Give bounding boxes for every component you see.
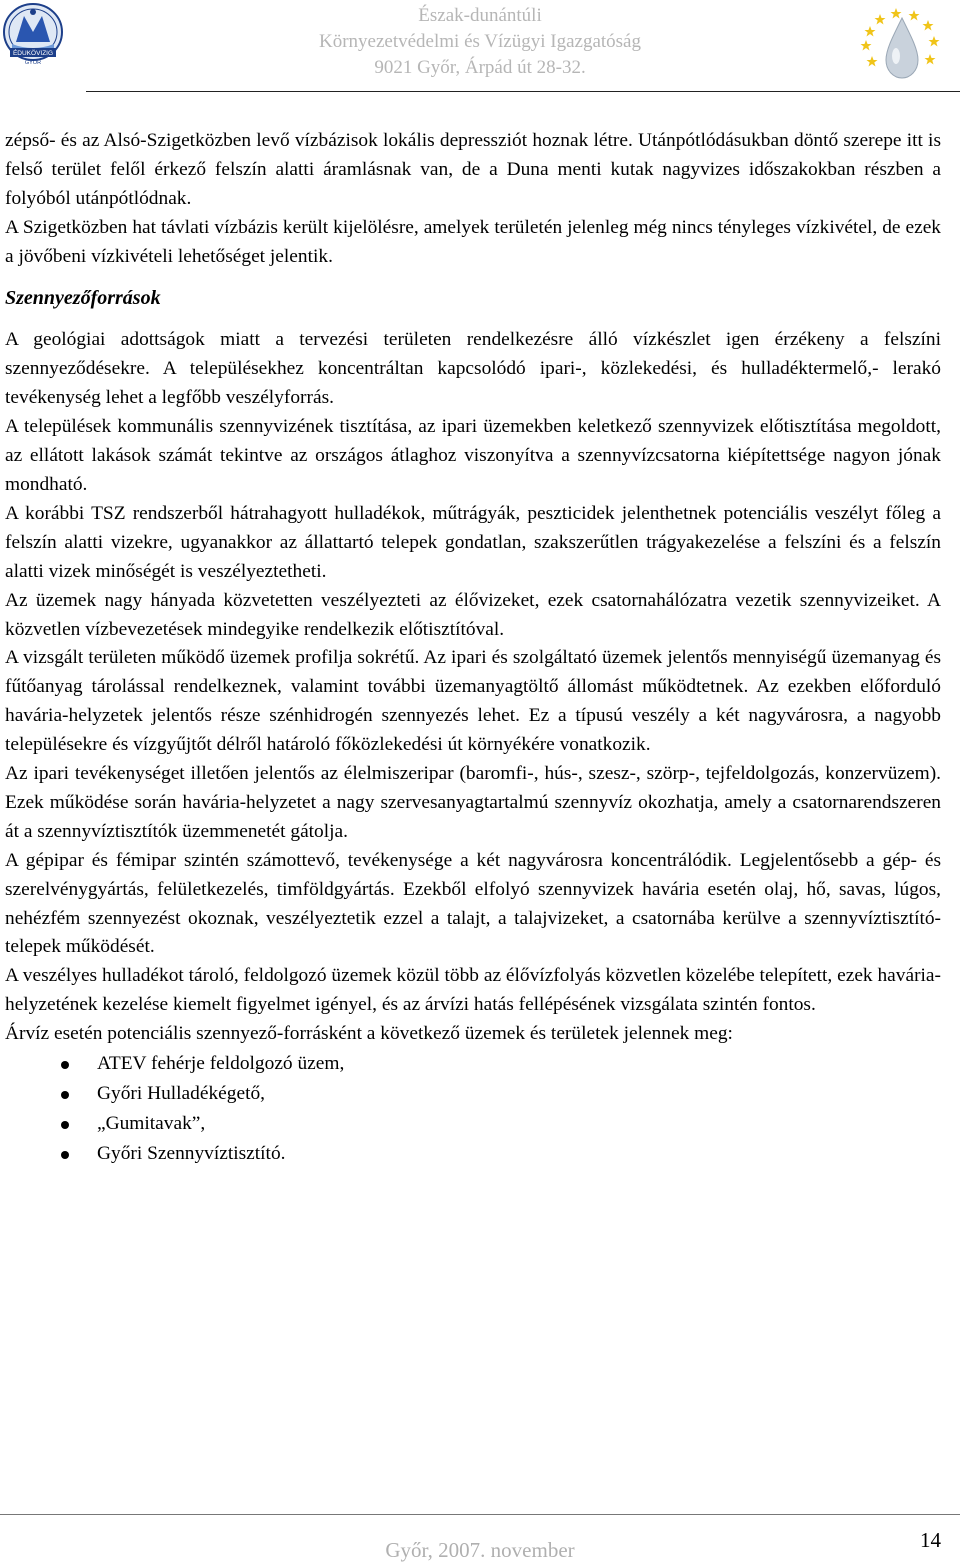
org-address: 9021 Győr, Árpád út 28-32.	[374, 57, 586, 78]
footer-place-date: Győr, 2007. november	[385, 1538, 575, 1562]
paragraph: A veszélyes hulladékot tároló, feldolgozó üzemek közül több az élővízfolyás közvetlen közelébe telepített, ezek havária-helyzetének kezelése kiemelt figyelmet igényel, és az árvízi hatás fellépésének vizsgálata szintén fontos.	[5, 965, 941, 1016]
list-item: ATEV fehérje feldolgozó üzem,	[5, 1049, 941, 1079]
list-item: Győri Szennyvíztisztító.	[5, 1139, 941, 1169]
logo-text-bottom: GYŐR	[24, 60, 42, 66]
page-header	[0, 0, 960, 92]
org-name-line1: Észak-dunántúli	[418, 5, 542, 26]
eu-water-drop-logo	[852, 4, 952, 84]
paragraph: Árvíz esetén potenciális szennyező-forrásként a következő üzemek és területek jelennek meg:	[5, 1023, 733, 1045]
header-divider	[86, 91, 960, 92]
pollution-source-list	[5, 1049, 941, 1169]
list-item: Győri Hulladékégető,	[5, 1079, 941, 1109]
paragraph: zépső- és az Alsó-Szigetközben levő vízbázisok lokális depressziót hoznak létre. Utánpótlódásukban döntő szerepe itt is felső terület felől érkező felszín alatti áramlásnak van, de a Duna menti kutak nagyvizes időszakokban részben a folyóból utánpótlódnak.	[5, 130, 941, 209]
list-item: „Gumitavak”,	[5, 1109, 941, 1139]
logo-text-top: ÉDUKÖVIZIG	[12, 50, 54, 57]
paragraph: A vizsgált területen működő üzemek profilja sokrétű. Az ipari és szolgáltató üzemek jelentős mennyiségű üzemanyag és fűtőanyag tárolással rendelkeznek, valamint további üzemanyagtöltő állomást működtetnek. Az ezekben előforduló havária-helyzetek jelentős része szénhidrogén szennyezés lehet. Ez a típusú veszély a két nagyvárosra, a nagyobb településekre és vízgyűjtőt délről határoló főközlekedési út környékére vonatkozik.	[5, 647, 941, 756]
paragraph: Az ipari tevékenységet illetően jelentős az élelmiszeripar (baromfi-, hús-, szesz-, szörp-, tejfeldolgozás, konzervüzem). Ezek működése során havária-helyzetet a nagy szervesanyagtartalmú szennyvíz okozhatja, amely a csatornarendszeren át a szennyvíztisztítók üzemmenetét gátolja.	[5, 763, 941, 842]
paragraph: A geológiai adottságok miatt a tervezési területen rendelkezésre álló vízkészlet igen érzékeny a felszíni szennyeződésekre. A településekhez koncentráltan kapcsolódó ipari-, közlekedési, és hulladéktermelő,- lerakó tevékenység lehet a legfőbb veszélyforrás.	[5, 329, 941, 409]
document-body	[5, 127, 941, 1169]
paragraph: Az üzemek nagy hányada közvetetten veszélyezteti az élővizeket, ezek csatornahálózatra vezetik szennyvizeiket. A közvetlen vízbevezetések mindegyike rendelkezik előtisztítóval.	[5, 589, 941, 640]
paragraph: A gépipar és fémipar szintén számottevő, tevékenysége a két nagyvárosra koncentrálódik. Legjelentősebb a gép- és szerelvénygyártás, felületkezelés, timföldgyártás. Ezekből elfolyó szennyvizek havária esetén olaj, hő, savas, lúgos, nehézfém szennyezést okoznak, veszélyeztetik ezzel a talajt, a talajvizeket, a csatornába kerülve a szennyvíztisztító-telepek működését.	[5, 849, 941, 958]
org-name-line2: Környezetvédelmi és Vízügyi Igazgatóság	[318, 31, 641, 52]
footer-divider	[0, 1514, 960, 1515]
paragraph: A Szigetközben hat távlati vízbázis került kijelölésre, amelyek területén jelenleg még nincs tényleges vízkivétel, de ezek a jövőbeni vízkivételi lehetőséget jelentik.	[5, 216, 941, 267]
page-number: 14	[920, 1528, 941, 1552]
paragraph: A települések kommunális szennyvizének tisztítása, az ipari üzemekben keletkező szennyvizek előtisztítása megoldott, az ellátott lakások számát tekintve az országos átlaghoz viszonyítva a szennyvízcsatorna kiépítettsége nagyon jónak mondható.	[5, 416, 941, 495]
paragraph: A korábbi TSZ rendszerből hátrahagyott hulladékok, műtrágyák, peszticidek jelenthetnek potenciális veszélyt főleg a felszín alatti vizekre, ugyanakkor az állattartó telepek gondatlan, szakszerűtlen trágyakezelése a felszíni és a felszín alatti vizek minőségét is veszélyeztetheti.	[5, 502, 941, 582]
section-heading: Szennyezőforrások	[5, 286, 161, 309]
